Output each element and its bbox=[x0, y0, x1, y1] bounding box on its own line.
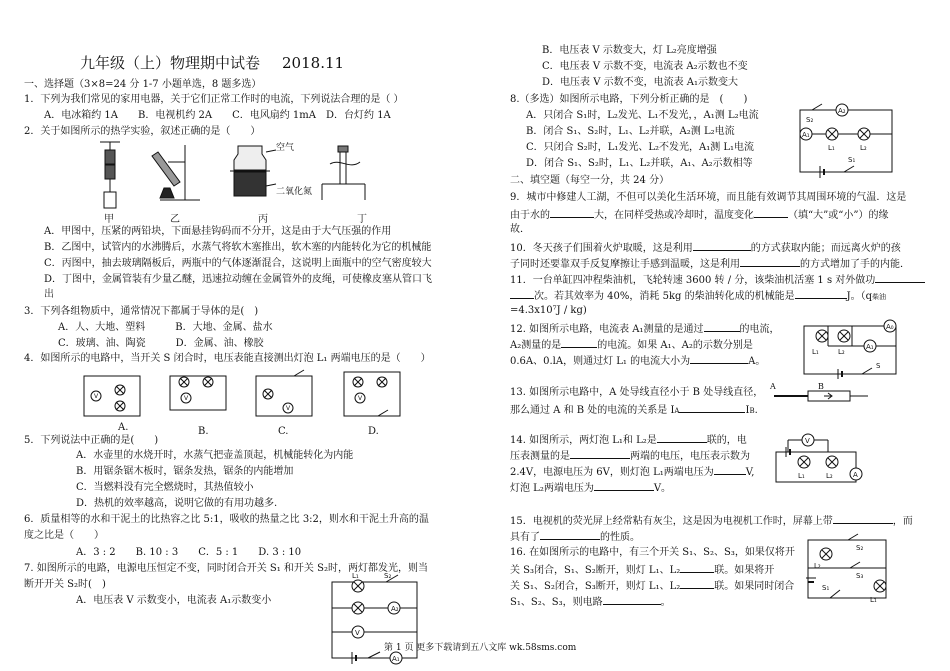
q7-circuit bbox=[322, 570, 427, 668]
q14-circuit bbox=[768, 432, 868, 490]
svg-text:S₂: S₂ bbox=[856, 544, 864, 552]
svg-text:S₂: S₂ bbox=[384, 572, 392, 580]
q12-text-c: A₂测量的是 bbox=[510, 340, 562, 351]
svg-text:V: V bbox=[285, 405, 291, 412]
q16-text-a: 关 S₃闭合，S₁、S₂断开，则灯 L₁、L₂ bbox=[510, 565, 681, 576]
q14-line4 bbox=[510, 480, 671, 495]
q9-text-c: （填“大”或“小”）的缘 bbox=[788, 210, 889, 221]
q4: 4．如图所示的电路中，当开关 S 闭合时，电压表能直接测出灯泡 L₁ 两端电压的是（ ） bbox=[24, 353, 431, 364]
q8: 8.（多选）如图所示电路，下列分析正确的是 ( ) bbox=[510, 94, 748, 105]
q7-option-c: C．电压表 V 示数不变，电流表 A₂示数也不变 bbox=[542, 61, 748, 72]
q11-text-b: 次。若其效率为 40%，消耗 5kg 的柴油转化成的机械能是 bbox=[534, 291, 795, 302]
q14-text-a: 14. 如图所示，两灯泡 L₁和 L₂是 bbox=[510, 435, 657, 446]
q2-label-jia: 甲 bbox=[104, 214, 114, 225]
q14-blank-3[interactable] bbox=[714, 464, 746, 475]
section-fill: 二、填空题（每空一分，共 24 分） bbox=[510, 175, 670, 186]
q2: 2．关于如图所示的热学实验，叙述正确的是（ ） bbox=[24, 126, 261, 137]
svg-text:S₂: S₂ bbox=[806, 116, 814, 124]
q11-subscript: 柴油 bbox=[872, 293, 887, 301]
q11-blank-1[interactable] bbox=[875, 272, 925, 283]
svg-text:L₂: L₂ bbox=[826, 472, 833, 480]
svg-text:A₀: A₀ bbox=[886, 323, 894, 331]
q13-line2: 那么通过 A 和 B 处的电流的关系是 IA IB. bbox=[510, 402, 758, 418]
q16-blank-1[interactable] bbox=[680, 562, 714, 573]
q2-label-bing: 丙 bbox=[258, 214, 268, 225]
q14-text-d: 两端的电压，电压表示数为 bbox=[630, 451, 750, 462]
q14-blank-4[interactable] bbox=[594, 480, 654, 491]
q6: 6．质量相等的水和干泥土的比热容之比 5:1，吸收的热量之比 3:2，则水和干泥土升高的温 bbox=[24, 514, 429, 525]
q16-text-b: 联。如果将开 bbox=[714, 565, 775, 576]
q8-option-c: C．只闭合 S₂时，L₁发光、L₂不发光，A₁测 L₁电流 bbox=[526, 142, 755, 153]
q9-blank-1[interactable] bbox=[550, 207, 594, 218]
q8-circuit bbox=[792, 100, 902, 182]
q15-blank-2[interactable] bbox=[540, 529, 600, 540]
svg-text:V: V bbox=[183, 395, 189, 402]
q2-option-b: B．乙图中，试管内的水沸腾后，水蒸气将软木塞推出，软木塞的内能转化为它的机械能 bbox=[44, 242, 432, 253]
exam-date: 2018.11 bbox=[282, 54, 345, 72]
q3-options-ab: A．人、大地、塑料 B．大地、金属、盐水 bbox=[58, 322, 273, 333]
svg-text:A: A bbox=[853, 471, 858, 479]
q11-line3: =4.3x10⁷J / kg) bbox=[510, 305, 587, 316]
q11-text-c: J。（q bbox=[846, 291, 873, 302]
q10-blank-2[interactable] bbox=[740, 256, 800, 267]
q14-text-c: 压表测量的是 bbox=[510, 451, 570, 462]
q16-line4 bbox=[510, 594, 671, 609]
svg-text:V: V bbox=[355, 629, 360, 637]
q12-line3 bbox=[510, 353, 765, 368]
q13: 13. 如图所示电路中，A 处导线直径小于 B 处导线直径， bbox=[510, 387, 764, 398]
q14-text-b: 联的，电 bbox=[706, 435, 747, 446]
q3-options-cd: C．玻璃、油、陶瓷 D．金属、油、橡胶 bbox=[58, 338, 264, 349]
svg-text:V: V bbox=[805, 437, 810, 445]
q12-text-d: 的电流。如果 A₁、A₂的示数分别是 bbox=[597, 340, 753, 351]
q10-text-b: 的方式获取内能；而远离火炉的孩 bbox=[750, 243, 901, 254]
q14-line3 bbox=[510, 464, 754, 479]
svg-text:V: V bbox=[93, 393, 99, 400]
q16-blank-3[interactable] bbox=[603, 594, 661, 605]
q14-line2 bbox=[510, 448, 750, 463]
page-footer: 第 1 页 更多下载请到五八文库 wk.58sms.com bbox=[384, 643, 577, 653]
q6-options: A．3 : 2 B. 10 : 3 C．5 : 1 D. 3 : 10 bbox=[76, 547, 302, 558]
q4-label-d: D. bbox=[368, 426, 379, 437]
q4-label-b: B. bbox=[198, 426, 209, 437]
q9-blank-2[interactable] bbox=[754, 207, 788, 218]
q4-label-a: A. bbox=[118, 422, 129, 433]
svg-text:L₂: L₂ bbox=[860, 144, 867, 152]
q15 bbox=[510, 513, 913, 528]
q11-blank-2[interactable] bbox=[795, 288, 847, 299]
q16-line2 bbox=[510, 562, 774, 577]
q5-option-b: B．用锯条锯木板时，锯条发热，锯条的内能增加 bbox=[76, 466, 294, 477]
q2-no2-label: 二氧化氮 bbox=[276, 187, 313, 197]
q4-label-c: C. bbox=[278, 426, 289, 437]
q12-text-b: 的电流， bbox=[739, 324, 780, 335]
svg-text:S₁: S₁ bbox=[848, 156, 856, 164]
q16-text-f: 。 bbox=[660, 597, 671, 608]
title-text: 九年级（上）物理期中试卷 bbox=[80, 54, 261, 72]
q12-text-a: 12. 如图所示电路，电流表 A₁测量的是通过 bbox=[510, 324, 704, 335]
q7-option-d: D．电压表 V 示数不变，电流表 A₁示数变大 bbox=[542, 77, 739, 88]
q14-blank-1[interactable] bbox=[657, 432, 707, 443]
svg-text:A₁: A₁ bbox=[802, 131, 810, 139]
q14-text-f: V, bbox=[745, 467, 755, 478]
svg-text:L₂: L₂ bbox=[838, 348, 845, 356]
q16-line3 bbox=[510, 578, 794, 593]
q7-cont: 断开开关 S₂时( ) bbox=[24, 579, 106, 590]
q15-text-b: ，而 bbox=[892, 516, 913, 527]
q14-text-h: V。 bbox=[653, 483, 672, 494]
q11-blank-lead[interactable] bbox=[510, 288, 534, 299]
q1: 1．下列为我们常见的家用电器，关于它们正常工作时的电流，下列说法合理的是（ ） bbox=[24, 94, 404, 105]
q14 bbox=[510, 432, 747, 447]
q8-option-a: A．只闭合 S₁时，L₂发光、L₁不发光，，A₁测 L₂电流 bbox=[526, 110, 759, 121]
svg-text:A₁: A₁ bbox=[392, 655, 400, 663]
q16-text-c: 关 S₁、S₂闭合，S₃断开，则灯 L₁、L₂ bbox=[510, 581, 681, 592]
q6-cont: 度之比是（ ） bbox=[24, 530, 104, 541]
q10-text-a: 10．冬天孩子们围着火炉取暖，这是利用 bbox=[510, 243, 693, 254]
q16-blank-2[interactable] bbox=[680, 578, 714, 589]
q5: 5．下列说法中正确的是( ) bbox=[24, 435, 159, 446]
q12-line2 bbox=[510, 337, 753, 352]
q5-option-a: A．水壶里的水烧开时，水蒸气把壶盖顶起，机械能转化为内能 bbox=[76, 450, 354, 461]
q2-option-c: C．丙图中，抽去玻璃隔板后，两瓶中的气体逐渐混合，这说明上面瓶中的空气密度较大 bbox=[44, 258, 432, 269]
q13-label-b: B bbox=[818, 382, 824, 391]
q12-blank-2[interactable] bbox=[561, 337, 597, 348]
q16-text-e: S₁、S₂、S₃，则电路 bbox=[510, 597, 603, 608]
q9: 9．城市中修建人工湖，不但可以美化生活环境，而且能有效调节其周围环境的气温．这是 bbox=[510, 192, 907, 203]
svg-text:L₁: L₁ bbox=[352, 572, 359, 580]
q9-line2 bbox=[510, 207, 888, 222]
q2-label-ding: 丁 bbox=[357, 214, 367, 225]
q12-circuit bbox=[798, 316, 908, 380]
q13-label-a: A bbox=[770, 382, 776, 391]
q9-text-a: 由于水的 bbox=[510, 210, 550, 221]
q2-air-label: 空气 bbox=[276, 143, 295, 153]
q3: 3．下列各组物质中，通常情况下都属于导体的是( ) bbox=[24, 306, 259, 317]
q5-option-c: C．当燃料没有完全燃烧时，其热值较小 bbox=[76, 482, 254, 493]
svg-text:L₁: L₁ bbox=[828, 144, 835, 152]
q10-text-d: 的方式增加了手的内能． bbox=[800, 259, 910, 270]
q11-line2 bbox=[510, 288, 886, 304]
q7-option-a: A．电压表 V 示数变小，电流表 A₁示数变小 bbox=[76, 595, 272, 606]
q2-option-a: A．甲图中，压紧的两铅块，下面悬挂钩码而不分开，这是由于大气压强的作用 bbox=[44, 226, 392, 237]
q4-circuits bbox=[82, 368, 412, 426]
svg-text:L₁: L₁ bbox=[812, 348, 819, 356]
q12 bbox=[510, 321, 780, 336]
section-choice: 一、选择题（3×8=24 分 1-7 小题单选，8 题多选） bbox=[24, 79, 262, 90]
svg-text:S₁: S₁ bbox=[822, 584, 830, 592]
svg-text:S: S bbox=[876, 362, 881, 370]
svg-text:V: V bbox=[357, 395, 363, 402]
q10-line2 bbox=[510, 256, 910, 271]
q13-sub-b: B bbox=[749, 407, 755, 415]
q8-option-b: B．闭合 S₁、S₂时，L₁、L₂并联，A₂测 L₂电流 bbox=[526, 126, 735, 137]
q15-line2 bbox=[510, 529, 640, 544]
svg-text:L₁: L₁ bbox=[798, 472, 805, 480]
q12-text-f: A。 bbox=[748, 356, 766, 367]
q10-blank-1[interactable] bbox=[693, 240, 751, 251]
q14-blank-2[interactable] bbox=[570, 448, 630, 459]
q12-text-e: 0.6A、0.lA，则通过灯 L₁ 的电流大小为 bbox=[510, 356, 691, 367]
q7-option-b: B．电压表 V 示数变大，灯 L₂亮度增强 bbox=[542, 45, 717, 56]
q15-text-a: 15．电视机的荧光屏上经常粘有灰尘，这是因为电视机工作时，屏幕上带 bbox=[510, 516, 833, 527]
q5-option-d: D．热机的效率越高，说明它做的有用功越多. bbox=[76, 498, 278, 509]
q1-options: A．电冰箱约 1A B．电视机约 2A C．电风扇约 1mA D．台灯约 1A bbox=[44, 110, 391, 121]
q16: 16. 在如图所示的电路中，有三个开关 S₁、S₂、S₃，如果仅将开 bbox=[510, 547, 795, 558]
svg-text:A₁: A₁ bbox=[866, 343, 874, 351]
q12-blank-1[interactable] bbox=[704, 321, 740, 332]
svg-text:A₂: A₂ bbox=[838, 107, 846, 115]
q13-text-a: 那么通过 A 和 B 处的电流的关系是 I bbox=[510, 405, 675, 416]
q16-text-d: 联。如果同时闭合 bbox=[714, 581, 795, 592]
q15-text-d: 的性质。 bbox=[600, 532, 640, 543]
q14-text-e: 2.4V，电源电压为 6V，则灯泡 L₁两端电压为 bbox=[510, 467, 714, 478]
q13-blank[interactable] bbox=[679, 402, 745, 413]
q12-blank-3[interactable] bbox=[690, 353, 748, 364]
svg-text:A₂: A₂ bbox=[391, 605, 399, 613]
q7: 7. 如图所示的电路，电源电压恒定不变，同时闭合开关 S₁ 和开关 S₂时，两灯都发光，则当 bbox=[24, 563, 428, 574]
svg-text:S₃: S₃ bbox=[856, 572, 864, 580]
exam-title bbox=[80, 52, 344, 73]
q8-option-d: D．闭合 S₁、S₂时，L₁、L₂并联，A₁、A₂示数相等 bbox=[526, 158, 753, 169]
q16-circuit bbox=[800, 532, 892, 604]
q2-figure bbox=[90, 140, 380, 220]
q15-text-c: 具有了 bbox=[510, 532, 540, 543]
q13-sub-a: A bbox=[674, 407, 680, 415]
q15-blank-1[interactable] bbox=[833, 513, 893, 524]
q10 bbox=[510, 240, 901, 255]
svg-text:L₂: L₂ bbox=[814, 562, 821, 570]
q14-text-g: 灯泡 L₂两端电压为 bbox=[510, 483, 594, 494]
q9-line3: 故． bbox=[510, 224, 530, 235]
q9-text-b: 大，在同样受热或冷却时，温度变化 bbox=[594, 210, 754, 221]
q13-dot: . bbox=[754, 405, 758, 416]
svg-text:L₁: L₁ bbox=[870, 596, 877, 604]
q2-option-d-cont: 出 bbox=[44, 289, 54, 300]
q11-text-a: 11．一台单缸四冲程柴油机，飞轮转速 3600 转 / 分，该柴油机活塞 1 s 对外做功 bbox=[510, 275, 876, 286]
q11 bbox=[510, 272, 925, 287]
q2-label-yi: 乙 bbox=[170, 214, 180, 225]
q10-text-c: 子同时还要靠双手反复摩擦让手感到温暖，这是利用 bbox=[510, 259, 740, 270]
q2-option-d: D．丁图中，金属管装有少量乙醚，迅速拉动缠在金属管外的皮绳，可使橡皮塞从管口飞 bbox=[44, 274, 433, 285]
